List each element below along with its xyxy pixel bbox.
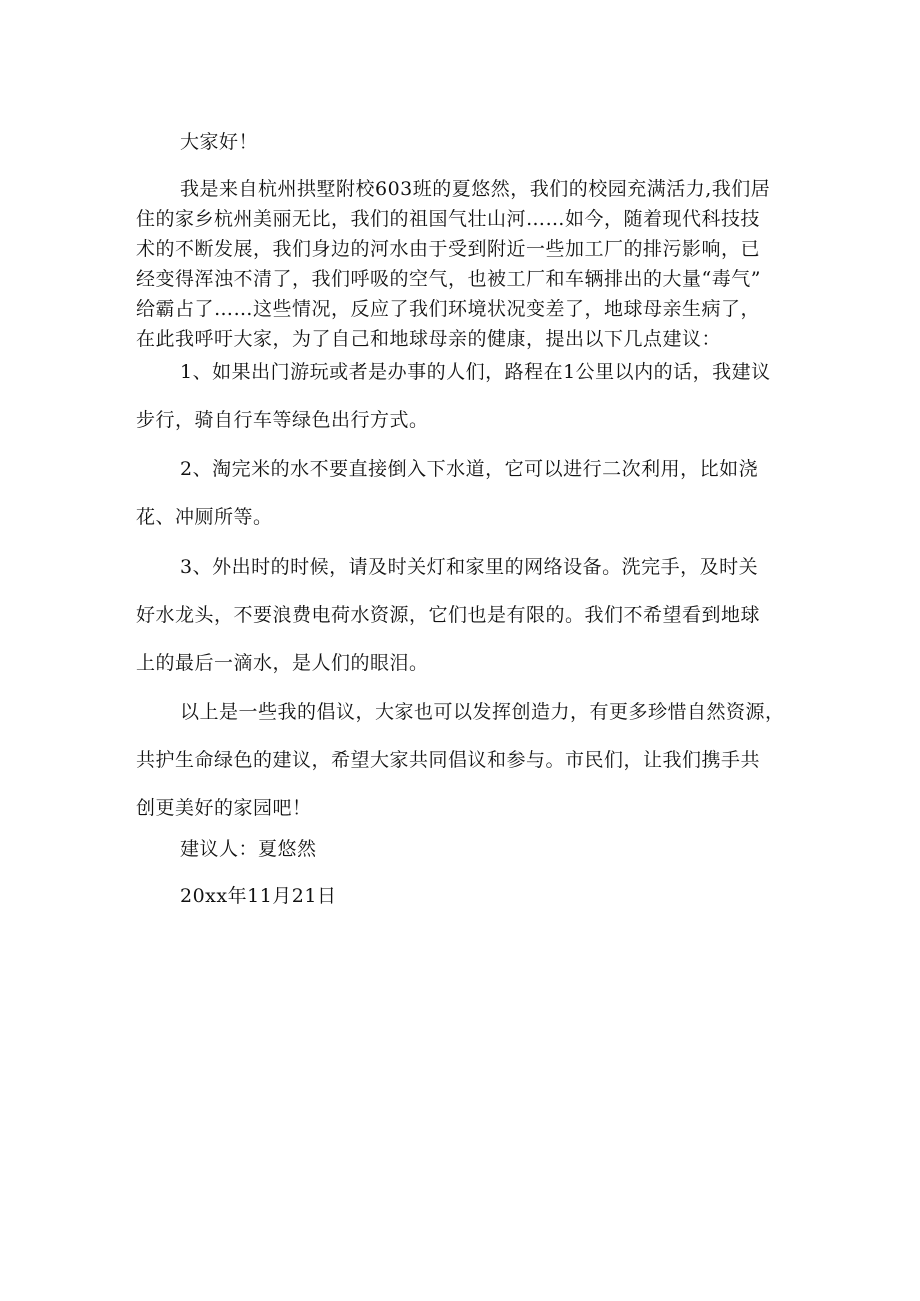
greeting-paragraph: 大家好！ — [180, 131, 259, 153]
signer-line: 建议人：夏悠然 — [180, 838, 317, 860]
intro-paragraph: 我是来自杭州拱墅附校603班的夏悠然，我们的校园充满活力,我们居 住的家乡杭州美丽无比，我们的祖国气壮山河……如今，随着现代科技技 术的不断发展，我们身边的河水由于受到附近一些加工厂的排污影响，已 经变得浑浊不清了，我们呼吸的空气，也被工厂和车辆排出的大量“毒气” 给霸占了……这些情况，反应了我们环境状况变差了，地球母亲生病了， 在此我呼吁大家，为了自己和地球母亲的健康，提出以下几点建议： — [136, 178, 771, 350]
suggestion-item-3: 3、外出时的时候，请及时关灯和家里的网络设备。洗完手，及时关 好水龙头，不要浪费电荷水资源，它们也是有限的。我们不希望看到地球 上的最后一滴水，是人们的眼泪。 — [136, 556, 761, 674]
suggestion-item-1: 1、如果出门游玩或者是办事的人们，路程在1公里以内的话，我建议 步行，骑自行车等绿色出行方式。 — [136, 361, 771, 431]
date-line: 20xx年11月21日 — [180, 885, 337, 907]
closing-paragraph: 以上是一些我的倡议，大家也可以发挥创造力，有更多珍惜自然资源， 共护生命绿色的建议，希望大家共同倡议和参与。市民们，让我们携手共 创更美好的家园吧！ — [136, 701, 785, 819]
suggestion-item-2: 2、淘完米的水不要直接倒入下水道，它可以进行二次利用，比如浇 花、冲厕所等。 — [136, 458, 759, 528]
